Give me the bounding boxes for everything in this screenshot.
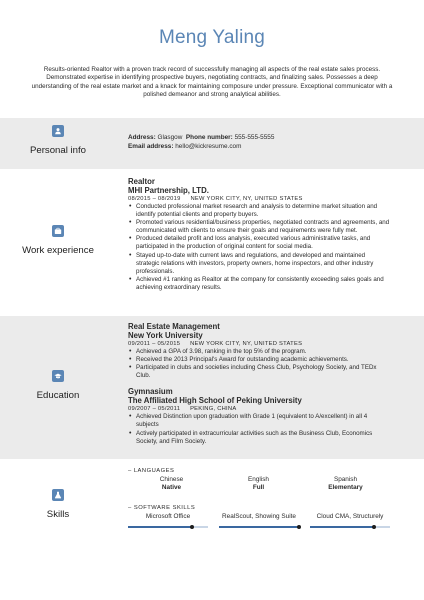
job-company: MHI Partnership, LTD. — [128, 186, 209, 195]
list-item: • Produced detailed profit and loss analysis, executed various administrative tasks, and participated in the production of original content for social media. — [128, 235, 390, 251]
list-item: • Actively participated in extracurricular activities such as the Business Club, Economics Society, and Film Society. — [128, 430, 390, 446]
phone-value: 555-555-5555 — [234, 134, 275, 141]
list-item: • Promoted various residential/business properties, negotiated contracts and agreements, and communicated with clients to ensure their goals and requirements were fully met. — [128, 219, 390, 235]
skill-level-knob — [297, 525, 302, 530]
email-line — [128, 143, 390, 152]
job-location: NEW YORK CITY, NY, UNITED STATES — [190, 196, 303, 202]
software-heading: – SOFTWARE SKILLS — [128, 504, 196, 511]
address-value: Glasgow — [157, 134, 183, 141]
language-level: Native — [161, 484, 182, 492]
language-level: Elementary — [328, 484, 363, 492]
list-item: • Achieved #1 ranking as Realtor at the company for consistently exceeding sales goals and achieving extraordinary results. — [128, 276, 390, 292]
job-dates: 08/2015 – 08/2019 — [128, 196, 181, 202]
skill-level-bar — [310, 526, 390, 528]
person-icon — [52, 125, 64, 137]
languages-list — [128, 476, 390, 493]
education-section — [0, 316, 424, 459]
skill-level-bar — [219, 526, 299, 528]
skill-item — [219, 513, 299, 528]
section-title-skills: Skills — [46, 509, 70, 520]
address-label: Address: — [128, 134, 156, 141]
section-title-education: Education — [36, 390, 80, 401]
education-entry — [128, 387, 390, 445]
degree: Gymnasium — [128, 387, 173, 397]
education-entry — [128, 322, 390, 380]
personal-info-section — [0, 118, 424, 169]
list-item: • Participated in clubs and societies including Chess Club, Psychology Society, and TEDx Club. — [128, 364, 390, 380]
skill-name: Cloud CMA, Structurely — [316, 512, 384, 520]
summary-text: Results-oriented Realtor with a proven track record of successfully managing all aspects of the real estate sales process. Demonstrated expertise in identifying prospective buyers, negotiating contracts, and finalizing sales. Possesses a deep understanding of the real estate market and a knack for maintaining composure under pressure. Exceptional communicator with a polished demeanor and strong analytical abilities. — [31, 66, 393, 99]
education-location: PEKING, CHINA — [190, 406, 237, 413]
skill-item — [310, 513, 390, 528]
languages-heading: – LANGUAGES — [128, 468, 175, 474]
skill-item — [128, 513, 208, 528]
job-bullets — [128, 203, 390, 292]
skill-level-knob — [190, 525, 195, 530]
language-item — [128, 476, 215, 493]
skill-name: RealScout, Showing Suite — [222, 512, 296, 520]
skill-name: Microsoft Office — [145, 512, 191, 520]
skill-level-bar — [128, 526, 208, 528]
education-meta — [128, 405, 390, 413]
education-location: NEW YORK CITY, NY, UNITED STATES — [190, 341, 303, 347]
job-position: Realtor — [128, 177, 155, 186]
degree: Real Estate Management — [128, 322, 220, 331]
language-name: English — [248, 476, 269, 483]
language-name: Chinese — [159, 476, 184, 483]
skill-level-knob — [372, 525, 377, 530]
skills-section — [0, 459, 424, 600]
list-item: • Achieved a GPA of 3.98, ranking in the top 5% of the program. — [128, 348, 390, 356]
graduation-cap-icon — [52, 370, 64, 382]
language-name: Spanish — [333, 476, 358, 483]
education-bullets — [128, 413, 390, 445]
education-dates: 09/2007 – 05/2011 — [128, 406, 181, 413]
candidate-name: Meng Yaling — [158, 27, 266, 48]
section-title-personal-info: Personal info — [30, 145, 86, 156]
language-item — [302, 476, 389, 493]
list-item: • Received the 2013 Principal's Award for outstanding academic achievements. — [128, 356, 390, 364]
flask-icon — [52, 489, 64, 501]
software-list — [128, 513, 390, 528]
education-meta — [128, 340, 390, 348]
work-experience-section — [0, 169, 424, 316]
email-label: Email address: — [128, 142, 174, 150]
section-title-work-experience: Work experience — [22, 245, 94, 256]
education-dates: 09/2011 – 05/2015 — [128, 341, 181, 347]
list-item: • Stayed up-to-date with current laws and regulations, and developed and maintained strategic relations with investors, property owners, home inspectors, and other industry professionals. — [128, 252, 390, 276]
phone-label: Phone number: — [185, 134, 233, 141]
education-bullets — [128, 348, 390, 380]
address-line — [128, 134, 390, 143]
list-item: • Achieved Distinction upon graduation with Grade 1 (equivalent to A/excellent) in all 4 subjects — [128, 413, 390, 429]
school: New York University — [128, 331, 203, 340]
list-item: • Conducted professional market research and analysis to determine market situation and identify potential clients and property buyers. — [128, 203, 390, 219]
language-item — [215, 476, 302, 493]
job-meta — [128, 195, 390, 203]
school: The Affiliated High School of Peking University — [128, 396, 302, 406]
briefcase-icon — [52, 225, 64, 237]
language-level: Full — [252, 484, 265, 492]
email-value: hello@kickresume.com — [175, 142, 242, 150]
